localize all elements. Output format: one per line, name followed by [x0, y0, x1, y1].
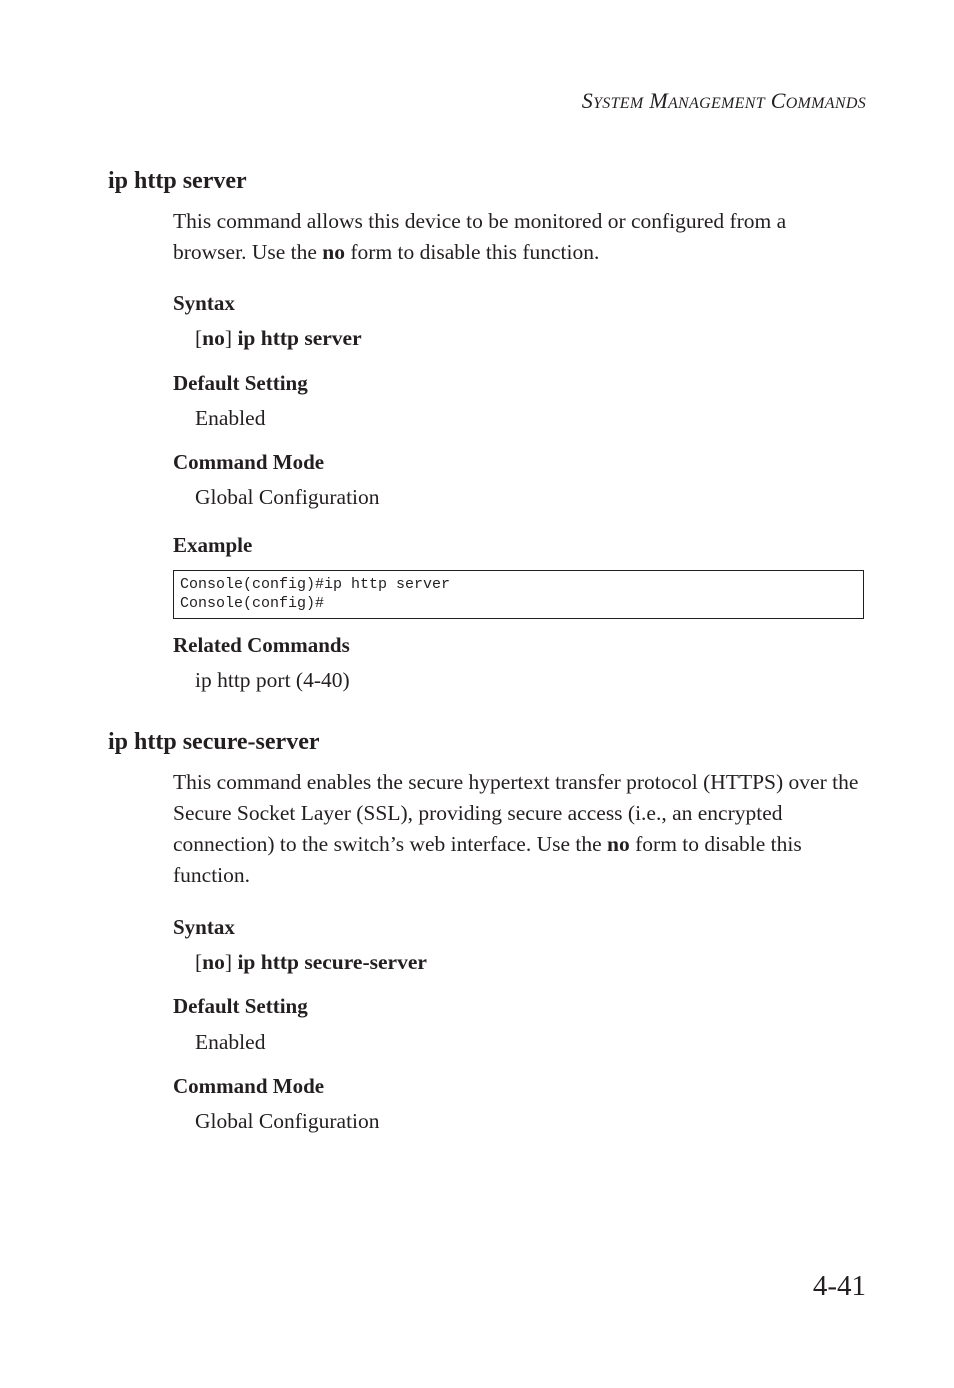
running-header [582, 88, 866, 114]
example-code-block [173, 570, 864, 619]
section-title-ip-http-secure-server: ip http secure-server [108, 729, 320, 755]
syntax-line: [no] ip http secure-server [195, 950, 427, 974]
command-mode-value: Global Configuration [195, 485, 380, 509]
header-word-system: SYSTEM [581, 88, 644, 113]
related-commands-heading: Related Commands [173, 633, 350, 657]
code-line: Console(config)#ip http server [180, 576, 451, 593]
default-setting-value: Enabled [195, 1030, 266, 1054]
code-line: Console(config)# [180, 594, 325, 612]
section-title-ip-http-server: ip http server [108, 168, 247, 194]
example-heading: Example [173, 533, 253, 557]
syntax-heading: Syntax [173, 291, 235, 315]
command-mode-heading: Command Mode [173, 1074, 325, 1098]
syntax-line: [no] ip http server [195, 326, 362, 350]
page-number: 4-41 [812, 1270, 866, 1302]
related-command-link[interactable]: ip http port (4-40) [195, 668, 350, 692]
section-description: This command enables the secure hypertext transfer protocol (HTTPS) over the Secure Socket Layer (SSL), providing secure access (i.e., an encrypted connection) to the switch’s web interface. Use the no form to disable this function. [173, 770, 859, 887]
header-word-management: MANAGEMENT [649, 88, 765, 113]
default-setting-heading: Default Setting [173, 371, 308, 395]
header-word-commands: COMMANDS [770, 88, 866, 113]
syntax-heading: Syntax [173, 915, 235, 939]
section-description: This command allows this device to be monitored or configured from a browser. Use the no form to disable this function. [173, 209, 787, 264]
command-mode-value: Global Configuration [195, 1109, 380, 1133]
default-setting-heading: Default Setting [173, 994, 308, 1018]
default-setting-value: Enabled [195, 406, 266, 430]
command-mode-heading: Command Mode [173, 450, 325, 474]
